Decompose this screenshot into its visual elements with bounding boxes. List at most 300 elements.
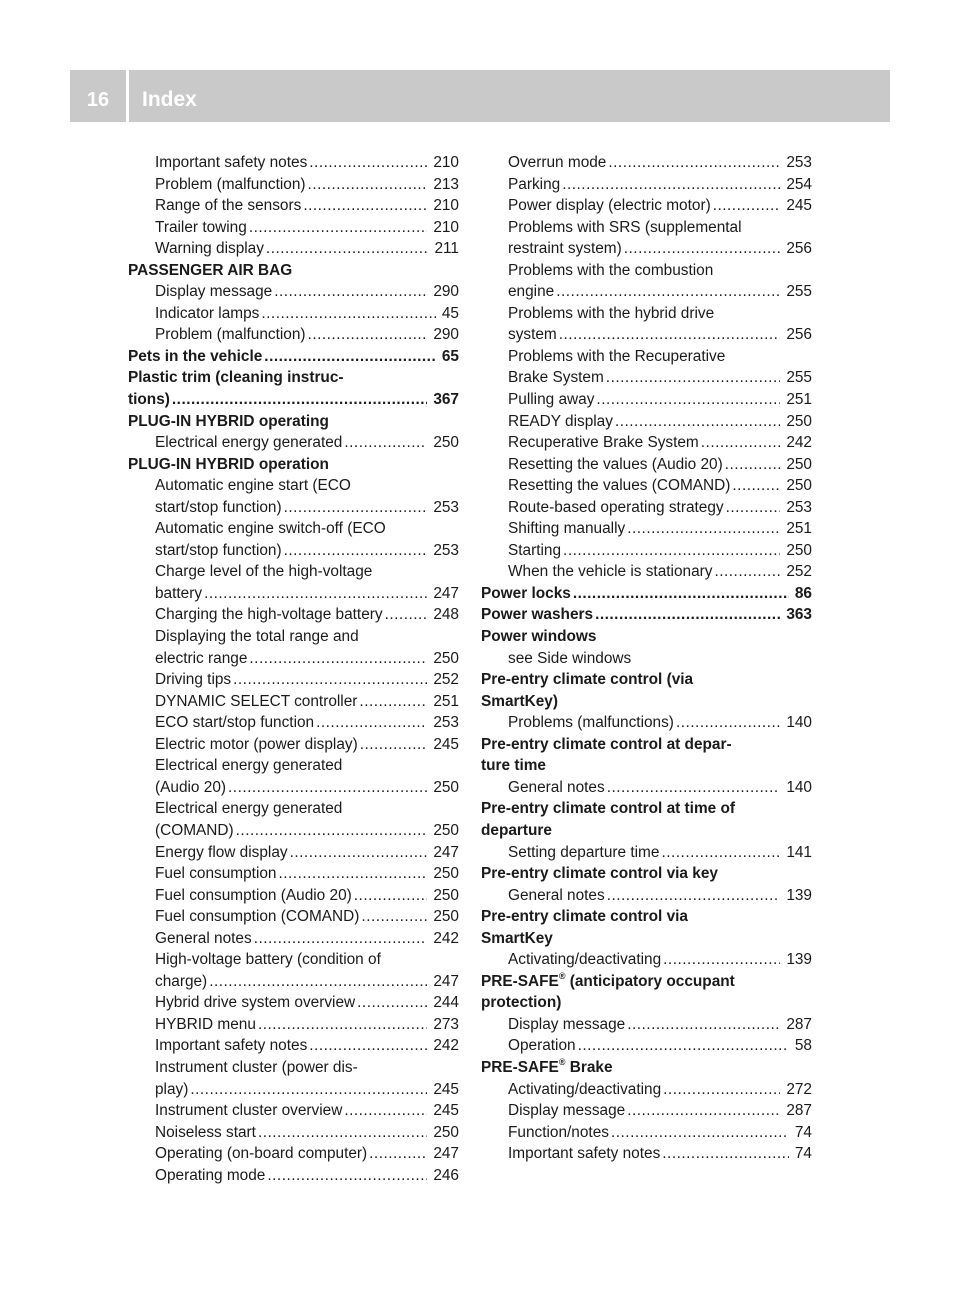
index-entry-text: Display message <box>508 1102 626 1120</box>
index-entry-text: Electrical energy generated <box>155 800 343 818</box>
index-entry-text: HYBRID menu <box>155 1015 256 1033</box>
index-subentry <box>128 497 459 519</box>
index-entry-text: Problems (malfunctions) <box>508 714 674 732</box>
dot-leader <box>605 777 781 799</box>
index-subentry <box>481 1035 812 1057</box>
index-page-number: 74 <box>794 1145 812 1163</box>
index-entry-text: Displaying the total range and <box>155 628 359 646</box>
dot-leader <box>605 885 781 907</box>
index-entry-text: Fuel consumption (Audio 20) <box>155 886 352 904</box>
dot-leader <box>699 432 781 454</box>
index-entry-text: Pre-entry climate control (via <box>481 671 694 689</box>
index-page-number: 254 <box>786 175 812 193</box>
index-page-number: 287 <box>786 1102 812 1120</box>
index-page-number: 253 <box>433 541 459 559</box>
index-subentry <box>481 842 812 864</box>
index-entry-text: system <box>508 326 557 344</box>
index-subentry <box>128 324 459 346</box>
dot-leader <box>342 432 427 454</box>
index-entry-text: When the vehicle is stationary <box>508 563 713 581</box>
index-subentry <box>481 367 812 389</box>
index-subentry <box>481 949 812 971</box>
index-subentry <box>481 1143 812 1165</box>
index-page-number: 252 <box>786 563 812 581</box>
index-entry-text: SmartKey <box>481 929 553 947</box>
index-entry-text: Power display (electric motor) <box>508 197 711 215</box>
dot-leader <box>661 949 780 971</box>
index-entry-text: Overrun mode <box>508 154 607 171</box>
index-entry <box>481 820 812 842</box>
dot-leader <box>622 238 781 260</box>
index-page-number: 247 <box>433 972 459 990</box>
index-entry <box>481 626 812 648</box>
dot-leader <box>712 561 780 583</box>
index-subentry <box>128 195 459 217</box>
dot-leader <box>625 1014 780 1036</box>
index-entry-text: Activating/deactivating <box>508 1080 662 1098</box>
index-page-number: 252 <box>433 671 459 689</box>
index-entry-text: Problems with SRS (supplemental <box>508 218 742 236</box>
dot-leader <box>357 691 427 713</box>
dot-leader <box>604 367 781 389</box>
index-subentry <box>128 992 459 1014</box>
index-entry-text: Important safety notes <box>508 1145 661 1163</box>
index-entry-text: Fuel consumption (COMAND) <box>155 908 360 926</box>
index-page-number: 290 <box>433 326 459 344</box>
index-entry-text: Power washers <box>481 606 594 624</box>
dot-leader <box>383 604 428 626</box>
index-entry-text: Problems with the combustion <box>508 261 714 279</box>
registered-mark: ® <box>558 970 566 981</box>
dot-leader <box>609 1122 789 1144</box>
index-entry-text: Power windows <box>481 628 597 646</box>
index-entry <box>481 1057 812 1079</box>
index-entry-text: Charging the high-voltage battery <box>155 606 383 624</box>
index-page-number: 247 <box>433 1145 459 1163</box>
index-entry-text: (Audio 20) <box>155 778 227 796</box>
section-title: Index <box>142 88 197 111</box>
index-subentry <box>481 346 812 368</box>
dot-leader <box>307 152 427 174</box>
index-entry-text: Energy flow display <box>155 843 288 861</box>
dot-leader <box>730 475 780 497</box>
dot-leader <box>571 583 789 605</box>
index-entry-text: Noiseless start <box>155 1123 256 1141</box>
index-entry-text: PLUG-IN HYBRID operating <box>128 412 329 430</box>
dot-leader <box>264 238 429 260</box>
index-page-number: 139 <box>786 886 812 904</box>
index-page-number: 363 <box>786 606 812 624</box>
index-entry-text: Instrument cluster overview <box>155 1102 343 1120</box>
index-subentry <box>128 1143 459 1165</box>
index-entry-text: ECO start/stop function <box>155 714 315 732</box>
index-subentry <box>128 1079 459 1101</box>
index-page-number: 253 <box>786 498 812 516</box>
dot-leader <box>256 1014 427 1036</box>
index-subentry <box>128 712 459 734</box>
index-page-number: 246 <box>433 1166 459 1184</box>
index-subentry <box>128 217 459 239</box>
index-page-number: 45 <box>441 304 459 322</box>
index-page-number: 253 <box>433 714 459 732</box>
index-page-number: 251 <box>433 692 459 710</box>
index-page-number: 140 <box>786 778 812 796</box>
index-page-number: 256 <box>786 240 812 258</box>
dot-leader <box>282 540 428 562</box>
dot-leader <box>307 1035 427 1057</box>
index-subentry <box>128 755 459 777</box>
index-entry-text: Brake System <box>508 369 604 387</box>
dot-leader <box>593 604 780 626</box>
dot-leader <box>306 174 428 196</box>
dot-leader <box>247 648 427 670</box>
index-entry-text: tions) <box>128 391 170 409</box>
index-page-number: 245 <box>433 1080 459 1098</box>
index-entry <box>481 928 812 950</box>
index-subentry <box>128 475 459 497</box>
index-page-number: 242 <box>433 1037 459 1055</box>
dot-leader <box>660 1143 789 1165</box>
index-entry-text: Range of the sensors <box>155 197 302 215</box>
index-subentry <box>128 949 459 971</box>
index-entry-text: Operating mode <box>155 1166 266 1184</box>
index-entry-text: Automatic engine switch-off (ECO <box>155 520 386 538</box>
index-subentry <box>128 303 459 325</box>
index-subentry <box>481 1079 812 1101</box>
index-entry <box>481 691 812 713</box>
index-page-number: 256 <box>786 326 812 344</box>
dot-leader <box>613 411 780 433</box>
index-entry-text: Power locks <box>481 584 571 602</box>
index-subentry <box>481 1100 812 1122</box>
index-entry <box>481 992 812 1014</box>
index-entry-text: PRE-SAFE® Brake <box>481 1056 613 1076</box>
index-page-number: 255 <box>786 283 812 301</box>
index-subentry <box>128 669 459 691</box>
index-page-number: 253 <box>786 154 812 171</box>
dot-leader <box>711 195 781 217</box>
index-entry-text: ture time <box>481 757 546 775</box>
index-entry-text: High-voltage battery (condition of <box>155 951 381 969</box>
index-entry-text: Indicator lamps <box>155 304 260 322</box>
dot-leader <box>276 863 427 885</box>
dot-leader <box>606 152 780 174</box>
index-page-number: 65 <box>441 347 459 365</box>
index-entry-text: Problem (malfunction) <box>155 326 306 344</box>
index-entry-text: (COMAND) <box>155 821 234 839</box>
index-entry-text: Resetting the values (COMAND) <box>508 477 731 495</box>
index-entry-text: Electrical energy generated <box>155 434 343 452</box>
index-page-number: 247 <box>433 843 459 861</box>
index-entry-text: Resetting the values (Audio 20) <box>508 455 723 473</box>
dot-leader <box>367 1143 427 1165</box>
index-entry-text: Operation <box>508 1037 576 1055</box>
index-page-number: 242 <box>433 929 459 947</box>
index-entry-text: start/stop function) <box>155 498 282 516</box>
index-subentry <box>128 928 459 950</box>
dot-leader <box>724 497 781 519</box>
dot-leader <box>256 1122 427 1144</box>
index-subentry <box>481 540 812 562</box>
dot-leader <box>259 303 436 325</box>
index-entry-text: Instrument cluster (power dis- <box>155 1058 358 1076</box>
index-entry-text: Setting departure time <box>508 843 660 861</box>
index-subentry <box>128 1014 459 1036</box>
index-subentry <box>481 217 812 239</box>
index-entry-text: Pets in the vehicle <box>128 347 263 365</box>
index-page-number: 255 <box>786 369 812 387</box>
page-header <box>70 70 890 122</box>
index-entry-text: Important safety notes <box>155 154 308 171</box>
index-entry-text: electric range <box>155 649 248 667</box>
index-entry-text: Parking <box>508 175 561 193</box>
index-subentry <box>481 518 812 540</box>
index-subentry <box>481 260 812 282</box>
index-subentry <box>481 561 812 583</box>
index-page-number: 139 <box>786 951 812 969</box>
index-subentry <box>128 281 459 303</box>
index-subentry <box>481 324 812 346</box>
dot-leader <box>560 174 780 196</box>
index-entry-text: Operating (on-board computer) <box>155 1145 368 1163</box>
index-entry-text: Pulling away <box>508 391 595 409</box>
index-page-number: 250 <box>433 1123 459 1141</box>
index-subentry <box>481 885 812 907</box>
index-entry-text: Function/notes <box>508 1123 609 1141</box>
header-divider <box>126 70 129 122</box>
index-subentry <box>128 1100 459 1122</box>
index-subentry <box>481 432 812 454</box>
index-entry-text: Pre-entry climate control at time of <box>481 800 736 818</box>
index-entry-text: play) <box>155 1080 189 1098</box>
index-page-number: 74 <box>794 1123 812 1141</box>
registered-mark: ® <box>558 1056 566 1067</box>
index-entry <box>128 346 459 368</box>
index-entry <box>128 411 459 433</box>
index-entry-text: protection) <box>481 994 562 1012</box>
index-subentry <box>481 1122 812 1144</box>
index-page-number: 250 <box>433 908 459 926</box>
index-entry-text: battery <box>155 584 203 602</box>
index-entry-text: Problems with the Recuperative <box>508 347 726 365</box>
index-subentry <box>128 604 459 626</box>
index-page-number: 250 <box>786 455 812 473</box>
index-entry-text: Pre-entry climate control at depar- <box>481 735 732 753</box>
index-subentry <box>128 174 459 196</box>
index-page-number: 250 <box>786 412 812 430</box>
index-subentry <box>128 820 459 842</box>
dot-leader <box>265 1165 427 1187</box>
index-page-number: 250 <box>786 541 812 559</box>
index-page-number: 86 <box>794 584 812 602</box>
index-entry-text: Pre-entry climate control via key <box>481 865 718 883</box>
index-entry-text: Display message <box>155 283 273 301</box>
dot-leader <box>314 712 427 734</box>
dot-leader <box>306 324 428 346</box>
dot-leader <box>355 992 427 1014</box>
index-entry <box>481 583 812 605</box>
dot-leader <box>234 820 428 842</box>
index-entry-text: charge) <box>155 972 208 990</box>
index-subentry <box>481 475 812 497</box>
index-subentry <box>481 281 812 303</box>
index-subentry <box>128 583 459 605</box>
index-page-number: 253 <box>433 498 459 516</box>
index-entry-text: General notes <box>508 778 605 796</box>
dot-leader <box>561 540 780 562</box>
dot-leader <box>674 712 780 734</box>
index-page-number: 250 <box>433 886 459 904</box>
index-page-number: 250 <box>433 865 459 883</box>
index-entry-text: Activating/deactivating <box>508 951 662 969</box>
index-subentry <box>128 152 459 174</box>
index-subentry <box>481 648 812 670</box>
index-page-number: 251 <box>786 520 812 538</box>
dot-leader <box>272 281 427 303</box>
index-entry-text: Starting <box>508 541 562 559</box>
index-entry-text: Electric motor (power display) <box>155 735 358 753</box>
index-entry-text: Electrical energy generated <box>155 757 343 775</box>
index-page-number: 290 <box>433 283 459 301</box>
index-entry-text: DYNAMIC SELECT controller <box>155 692 358 710</box>
index-page-number: 248 <box>433 606 459 624</box>
index-page-number: 247 <box>433 584 459 602</box>
dot-leader <box>202 583 427 605</box>
dot-leader <box>252 928 428 950</box>
index-subentry <box>128 1035 459 1057</box>
index-subentry <box>128 561 459 583</box>
index-subentry <box>128 1057 459 1079</box>
index-subentry <box>481 303 812 325</box>
index-subentry <box>481 411 812 433</box>
index-entry <box>481 734 812 756</box>
index-subentry <box>128 648 459 670</box>
index-entry-text: Trailer towing <box>155 218 247 236</box>
index-page-number: 242 <box>786 434 812 452</box>
dot-leader <box>170 389 427 411</box>
index-subentry <box>128 777 459 799</box>
index-entry-text: PLUG-IN HYBRID operation <box>128 455 329 473</box>
index-entry <box>481 798 812 820</box>
index-entry-text: Charge level of the high-voltage <box>155 563 373 581</box>
index-page-number: 367 <box>433 391 459 409</box>
index-subentry <box>481 152 812 174</box>
index-subentry <box>481 777 812 799</box>
index-subentry <box>128 734 459 756</box>
index-entry-text: PASSENGER AIR BAG <box>128 261 293 279</box>
index-subentry <box>128 691 459 713</box>
page-number: 16 <box>86 89 110 111</box>
index-entry-text: see Side windows <box>508 649 632 667</box>
index-subentry <box>128 971 459 993</box>
index-entry-text: PRE-SAFE® (anticipatory occupant <box>481 970 735 990</box>
index-subentry <box>128 885 459 907</box>
index-subentry <box>481 174 812 196</box>
index-page-number: 250 <box>433 821 459 839</box>
index-page-number: 210 <box>433 197 459 215</box>
index-subentry <box>128 626 459 648</box>
index-entry-text: Hybrid drive system overview <box>155 994 356 1012</box>
dot-leader <box>301 195 427 217</box>
index-page-number: 140 <box>786 714 812 732</box>
index-subentry <box>128 842 459 864</box>
dot-leader <box>247 217 428 239</box>
index-entry-text: departure <box>481 821 552 839</box>
index-page-number: 272 <box>786 1080 812 1098</box>
index-entry-text: Display message <box>508 1015 626 1033</box>
index-page-number: 213 <box>433 175 459 193</box>
index-entry-text: Pre-entry climate control via <box>481 908 688 926</box>
index-subentry <box>128 540 459 562</box>
index-subentry <box>128 906 459 928</box>
dot-leader <box>594 389 780 411</box>
index-column-right <box>481 152 812 1165</box>
index-page-number: 287 <box>786 1015 812 1033</box>
index-entry-text: General notes <box>508 886 605 904</box>
index-entry <box>481 604 812 626</box>
index-page-number: 244 <box>433 994 459 1012</box>
index-subentry <box>481 1014 812 1036</box>
index-subentry <box>128 798 459 820</box>
index-entry <box>481 755 812 777</box>
index-entry-text: engine <box>508 283 555 301</box>
index-subentry <box>128 432 459 454</box>
index-page-number: 250 <box>433 434 459 452</box>
dot-leader <box>207 971 427 993</box>
dot-leader <box>352 885 428 907</box>
dot-leader <box>625 1100 780 1122</box>
index-entry <box>481 669 812 691</box>
dot-leader <box>661 1079 780 1101</box>
index-subentry <box>128 518 459 540</box>
index-entry <box>128 454 459 476</box>
index-subentry <box>481 454 812 476</box>
index-entry <box>481 906 812 928</box>
index-subentry <box>481 238 812 260</box>
index-entry-text: Route-based operating strategy <box>508 498 724 516</box>
dot-leader <box>554 281 780 303</box>
dot-leader <box>557 324 781 346</box>
index-page-number: 245 <box>433 735 459 753</box>
index-subentry <box>481 195 812 217</box>
dot-leader <box>188 1079 427 1101</box>
index-entry-text: General notes <box>155 929 252 947</box>
dot-leader <box>288 842 428 864</box>
dot-leader <box>659 842 780 864</box>
dot-leader <box>723 454 781 476</box>
index-page-number: 250 <box>433 649 459 667</box>
dot-leader <box>359 906 427 928</box>
index-entry-text: restraint system) <box>508 240 622 258</box>
index-page-number: 141 <box>786 843 812 861</box>
index-entry <box>128 260 459 282</box>
index-entry <box>481 971 812 993</box>
dot-leader <box>358 734 428 756</box>
dot-leader <box>231 669 427 691</box>
dot-leader <box>226 777 427 799</box>
index-page-number: 273 <box>433 1015 459 1033</box>
index-entry-text: SmartKey) <box>481 692 558 710</box>
index-subentry <box>128 1122 459 1144</box>
index-page-number: 210 <box>433 154 459 171</box>
dot-leader <box>282 497 428 519</box>
index-entry-text: Automatic engine start (ECO <box>155 477 351 495</box>
index-page-number: 245 <box>433 1102 459 1120</box>
dot-leader <box>625 518 780 540</box>
index-entry-text: READY display <box>508 412 613 430</box>
index-entry-text: Fuel consumption <box>155 865 277 883</box>
index-page-number: 210 <box>433 218 459 236</box>
